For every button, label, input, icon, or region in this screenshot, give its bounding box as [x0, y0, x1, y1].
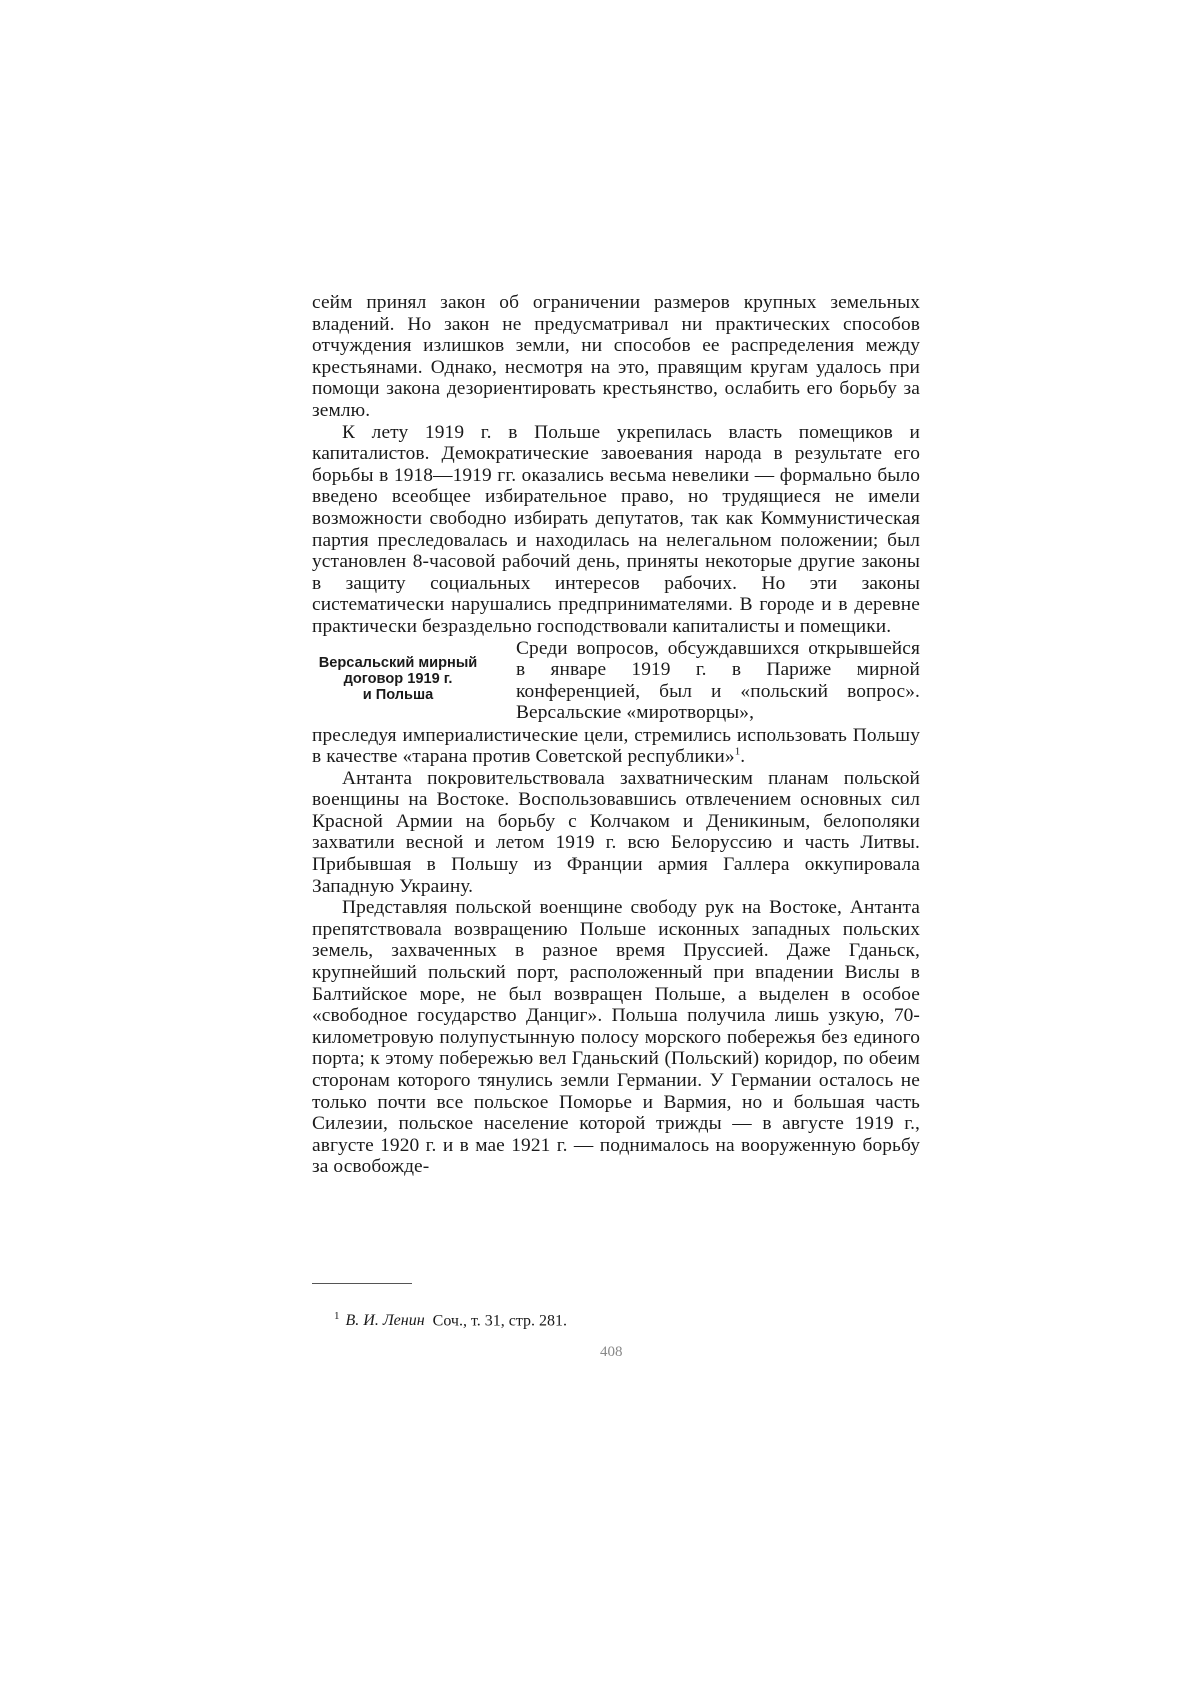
page-body: [312, 292, 920, 1178]
footnote: [334, 1307, 567, 1330]
versailles-section: [312, 638, 920, 725]
footnote-mark: 1: [334, 1310, 340, 1322]
paragraph-versailles-intro: Среди вопросов, обсуждавшихся открывшейся в январе 1919 г. в Париже мирной конференцией, был и «польский вопрос». Версальские «миротворцы»,: [516, 637, 920, 724]
sidehead-line-3: и Польша: [362, 686, 434, 703]
footnote-divider: [312, 1283, 412, 1284]
paragraph-summer-1919: К лету 1919 г. в Польше укрепилась власть помещиков и капиталистов. Демократические завоевания народа в результате его борьбы в 1918—1919 гг. оказались весьма невелики — формально было введено всеобщее избирательное право, но трудящиеся не имели возможности свободно избирать депутатов, так как Коммунистическая партия преследовалась и находилась на нелегальном положении; был установлен 8-часовой рабочий день, приняты некоторые другие законы в защиту социальных интересов рабочих. Но эти законы систематически нарушались предпринимателями. В городе и в деревне практически безраздельно господствовали капиталисты и помещики.: [312, 421, 920, 637]
footnote-author: В. И. Ленин: [345, 1312, 425, 1330]
footnote-reference[interactable]: 1: [734, 745, 741, 758]
section-sidehead: [312, 655, 484, 703]
paragraph-land-law: сейм принял закон об ограничении размеров крупных земельных владений. Но закон не предусматривал ни практических способов отчуждения излишков земли, ни способов ее распределения между крестьянами. Однако, несмотря на это, правящим кругам удалось при помощи закона дезориентировать крестьянство, ослабить его борьбу за землю.: [312, 292, 920, 421]
paragraph-versailles-continuation: [312, 725, 920, 768]
versailles-continuation-end: .: [740, 746, 746, 768]
page-number: 408: [600, 1344, 623, 1360]
sidehead-line-2: договор 1919 г.: [343, 670, 453, 687]
versailles-continuation-text: преследуя империалистические цели, стремились использовать Польшу в качестве «тарана против Советской республики»: [312, 724, 920, 768]
footnote-source: Соч., т. 31, стр. 281.: [432, 1312, 568, 1330]
paragraph-western-lands: Представляя польской военщине свободу рук на Востоке, Антанта препятствовала возвращению Польше исконных западных польских земель, захваченных в разное время Пруссией. Даже Гданьск, крупнейший польский порт, расположенный при впадении Вислы в Балтийское море, не был возвращен Польше, а выделен в особое «свободное государство Данциг». Польша получила лишь узкую, 70-километровую полупустынную полосу морского побережья без единого порта; к этому побережью вел Гданьский (Польский) коридор, по обеим сторонам которого тянулись земли Германии. У Германии осталось не только почти все польское Поморье и Вармия, но и большая часть Силезии, польское население которой трижды — в августе 1919 г., августе 1920 г. и в мае 1921 г. — поднималось на вооруженную борьбу за освобожде-: [312, 897, 920, 1178]
paragraph-entente-east: Антанта покровительствовала захватническим планам польской военщины на Востоке. Воспользовавшись отвлечением основных сил Красной Армии на борьбу с Колчаком и Деникиным, белополяки захватили весной и летом 1919 г. всю Белоруссию и часть Литвы. Прибывшая в Польшу из Франции армия Галлера оккупировала Западную Украину.: [312, 767, 920, 897]
sidehead-line-1: Версальский мирный: [318, 654, 478, 671]
